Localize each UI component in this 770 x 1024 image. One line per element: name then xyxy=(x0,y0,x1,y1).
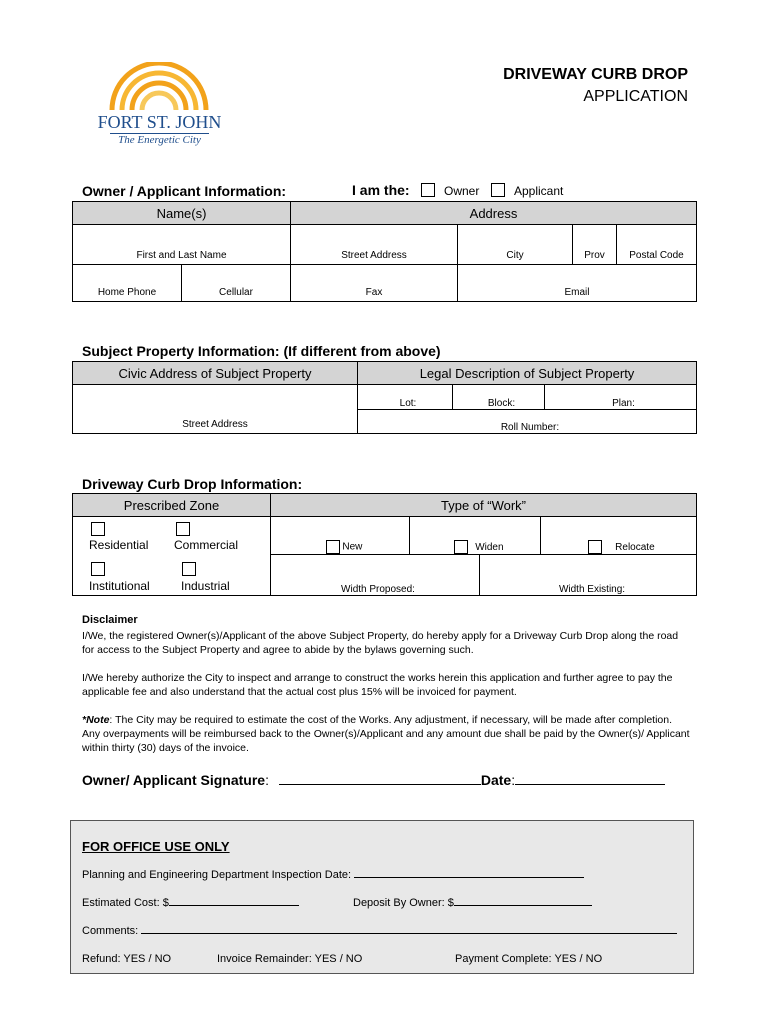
fax-field[interactable] xyxy=(291,265,458,302)
subject-street-address-field[interactable] xyxy=(73,385,358,434)
email-label: Email xyxy=(564,287,590,298)
postal-code-label: Postal Code xyxy=(629,250,684,261)
relocate-checkbox[interactable] xyxy=(588,540,602,554)
plan-label: Plan: xyxy=(612,398,635,409)
owner-section-heading: Owner / Applicant Information: xyxy=(82,183,287,199)
width-existing-field[interactable] xyxy=(480,554,697,595)
subject-street-address-label: Street Address xyxy=(182,419,248,430)
logo-text: FORT ST. JOHN xyxy=(97,112,222,132)
width-proposed-label: Width Proposed: xyxy=(341,584,415,595)
widen-label: Widen xyxy=(475,541,504,553)
names-header: Name(s) xyxy=(73,202,291,225)
date-field[interactable] xyxy=(515,784,665,785)
width-existing-label: Width Existing: xyxy=(558,584,626,595)
invoice-remainder-label[interactable]: Invoice Remainder: YES / NO xyxy=(217,953,363,965)
disclaimer-paragraph-2: I/We hereby authorize the City to inspect and arrange to construct the works herein this application and further agree to pay the applicable fee and also understand that the actual cost plus 15% will be invoiced for payment. xyxy=(82,672,673,698)
city-label: City xyxy=(506,250,524,261)
applicant-option-label: Applicant xyxy=(514,184,564,198)
zone-options xyxy=(73,517,271,596)
widen-checkbox[interactable] xyxy=(454,540,468,554)
form-subtitle: APPLICATION xyxy=(583,88,688,105)
residential-label: Residential xyxy=(89,538,149,552)
fax-label: Fax xyxy=(365,287,383,298)
home-phone-field[interactable] xyxy=(73,265,182,302)
block-field[interactable] xyxy=(453,385,545,410)
signature-field[interactable] xyxy=(279,784,481,785)
deposit-field[interactable] xyxy=(454,905,592,906)
comments-row xyxy=(82,925,677,937)
width-proposed-field[interactable] xyxy=(271,554,480,595)
payment-complete-label[interactable]: Payment Complete: YES / NO xyxy=(455,953,603,965)
commercial-checkbox[interactable] xyxy=(176,522,190,536)
roll-number-label: Roll Number: xyxy=(500,422,560,433)
owner-checkbox[interactable] xyxy=(421,183,435,197)
disclaimer-paragraph-1: I/We, the registered Owner(s)/Applicant of the above Subject Property, do hereby apply for a Driveway Curb Drop along the road for access to the Subject Property and agree to abide by the bylaws governing such. xyxy=(82,630,679,656)
estimated-cost-row xyxy=(82,897,299,909)
i-am-the-label: I am the: xyxy=(352,182,410,198)
owner-option-label: Owner xyxy=(444,184,480,198)
curb-section-heading: Driveway Curb Drop Information: xyxy=(82,476,303,492)
note-label: *Note xyxy=(82,714,110,726)
estimated-cost-label: Estimated Cost: $ xyxy=(82,897,169,909)
residential-checkbox[interactable] xyxy=(91,522,105,536)
first-last-name-field[interactable] xyxy=(73,225,291,265)
inspection-date-label: Planning and Engineering Department Inspection Date: xyxy=(82,869,352,881)
institutional-label: Institutional xyxy=(89,579,150,593)
work-widen-option[interactable] xyxy=(410,517,541,555)
prov-label: Prov xyxy=(584,250,605,261)
home-phone-label: Home Phone xyxy=(97,287,157,298)
office-use-box xyxy=(70,820,694,974)
comments-field[interactable] xyxy=(141,933,677,934)
first-last-name-label: First and Last Name xyxy=(136,250,227,261)
civic-address-header: Civic Address of Subject Property xyxy=(73,362,358,385)
curb-drop-table xyxy=(72,493,697,596)
legal-description-header: Legal Description of Subject Property xyxy=(358,362,697,385)
inspection-date-field[interactable] xyxy=(354,877,584,878)
refund-label[interactable]: Refund: YES / NO xyxy=(82,953,172,965)
deposit-row xyxy=(353,897,592,909)
office-use-heading: FOR OFFICE USE ONLY xyxy=(82,839,230,854)
new-label: New xyxy=(342,541,363,553)
roll-number-field[interactable] xyxy=(358,410,697,434)
subject-property-table xyxy=(72,361,697,434)
applicant-checkbox[interactable] xyxy=(491,183,505,197)
owner-info-table xyxy=(72,201,697,302)
industrial-checkbox[interactable] xyxy=(182,562,196,576)
type-of-work-header: Type of “Work” xyxy=(271,494,697,517)
note-text: : The City may be required to estimate the cost of the Works. Any adjustment, if necessary, will be made after completion. Any overpayments will be reimbursed back to the Owner(s)/Applicant and any amount due shall be paid by the Owner(s)/ Applicant within thirty (30) days of the invoice. xyxy=(82,714,690,754)
cellular-label: Cellular xyxy=(219,287,253,298)
disclaimer-heading: Disclaimer xyxy=(82,614,138,626)
signature-label: Owner/ Applicant Signature xyxy=(82,772,266,788)
new-checkbox[interactable] xyxy=(326,540,340,554)
address-header: Address xyxy=(291,202,697,225)
relocate-label: Relocate xyxy=(615,541,655,553)
sun-arc-icon xyxy=(92,62,227,112)
work-relocate-option[interactable] xyxy=(541,517,697,555)
form-title: DRIVEWAY CURB DROP xyxy=(503,66,688,83)
city-field[interactable] xyxy=(458,225,573,265)
plan-field[interactable] xyxy=(545,385,697,410)
work-new-option[interactable] xyxy=(271,517,410,555)
deposit-label: Deposit By Owner: $ xyxy=(353,897,454,909)
street-address-field[interactable] xyxy=(291,225,458,265)
date-label: Date xyxy=(480,772,512,788)
inspection-date-row xyxy=(82,869,584,881)
fort-st-john-logo xyxy=(92,62,227,144)
lot-field[interactable] xyxy=(358,385,453,410)
email-field[interactable] xyxy=(458,265,697,302)
subject-section-heading: Subject Property Information: (If different from above) xyxy=(82,343,441,359)
postal-code-field[interactable] xyxy=(617,225,697,265)
signature-line: Owner/ Applicant Signature: Date: xyxy=(82,772,665,788)
block-label: Block: xyxy=(487,398,516,409)
cellular-field[interactable] xyxy=(182,265,291,302)
lot-label: Lot: xyxy=(399,398,417,409)
institutional-checkbox[interactable] xyxy=(91,562,105,576)
comments-label: Comments: xyxy=(82,925,139,937)
prescribed-zone-header: Prescribed Zone xyxy=(73,494,271,517)
disclaimer-paragraph-3 xyxy=(82,713,692,755)
estimated-cost-field[interactable] xyxy=(169,905,299,906)
commercial-label: Commercial xyxy=(174,538,239,552)
prov-field[interactable] xyxy=(573,225,617,265)
logo-tagline: The Energetic City xyxy=(110,133,209,146)
industrial-label: Industrial xyxy=(181,579,230,593)
street-address-label: Street Address xyxy=(341,250,407,261)
